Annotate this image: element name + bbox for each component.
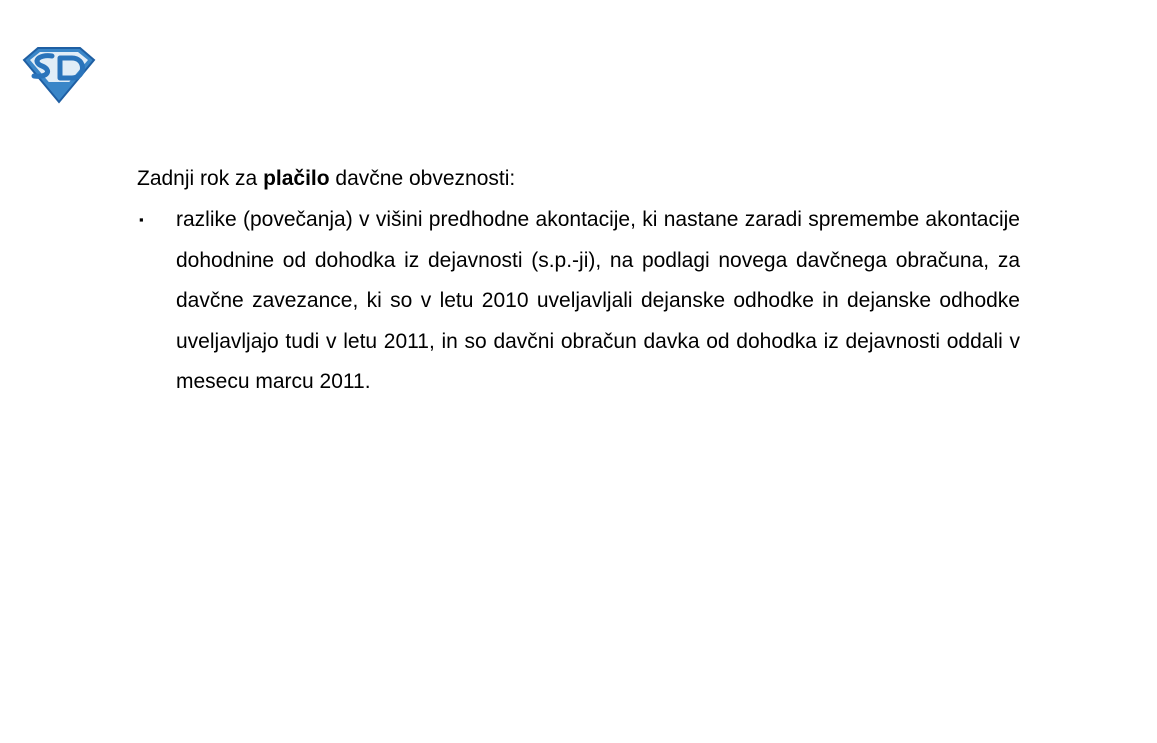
sd-shield-logo-icon bbox=[22, 46, 96, 104]
bullet-text: razlike (povečanja) v višini predhodne akontacije, ki nastane zaradi spremembe akontacije dohodnine od dohodka iz dejavnosti (s.p.-ji), na podlagi novega davčnega obračuna, za davčne zavezance, ki so v letu 2010 uveljavljali dejanske odhodke in dejanske odhodke uveljavljajo tudi v letu 2011, in so davčni obračun davka od dohodka iz dejavnosti oddali v mesecu marcu 2011. bbox=[176, 208, 1020, 393]
intro-line bbox=[137, 160, 1020, 198]
intro-text-end: davčne obveznosti: bbox=[329, 167, 516, 190]
sd-shield-logo bbox=[22, 46, 96, 104]
intro-text-start: Zadnji rok za bbox=[137, 167, 264, 190]
document-body bbox=[137, 160, 1020, 403]
bullet-list-item bbox=[137, 200, 1020, 403]
shield-tip bbox=[44, 82, 74, 100]
square-bullet-icon: ▪ bbox=[139, 212, 144, 227]
intro-bold-word: plačilo bbox=[263, 167, 330, 190]
